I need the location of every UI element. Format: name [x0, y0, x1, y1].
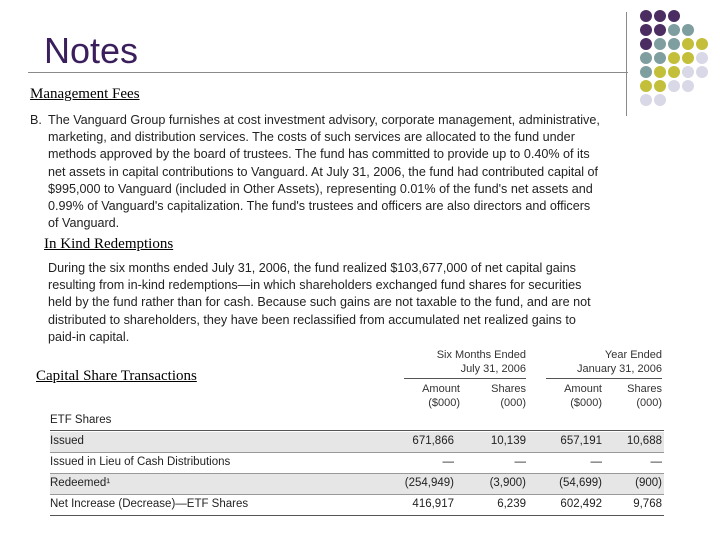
dot — [696, 66, 708, 78]
text-line: net assets in capital contributions to Vanguard. At July 31, 2006, the fund had contributed capital of — [48, 164, 599, 179]
period2-rule — [546, 378, 662, 379]
dot — [640, 94, 652, 106]
period2-line1: Year Ended — [604, 349, 662, 361]
dot — [654, 94, 666, 106]
title-underline — [28, 72, 628, 73]
vertical-divider — [626, 12, 627, 116]
page-title: Notes — [44, 30, 139, 71]
period1-line2: July 31, 2006 — [460, 363, 526, 375]
shares-six-months: 6,239 — [497, 498, 526, 510]
text-line: 0.99% of Vanguard's capitalization. The fund's trustees and officers are also directors and officers — [48, 199, 591, 214]
dot — [668, 24, 680, 36]
col-amount-unit: ($000) — [570, 397, 602, 409]
table-row — [50, 432, 664, 452]
dot — [640, 52, 652, 64]
col-shares-label: Shares — [627, 383, 662, 395]
col-amount-2 — [546, 382, 602, 410]
col-shares-unit: (000) — [500, 397, 526, 409]
text-line: marketing, and distribution services. The costs of such services are allocated to the fund under — [48, 130, 575, 145]
dot — [682, 24, 694, 36]
table-title: ETF Shares — [50, 414, 112, 426]
col-amount-unit: ($000) — [428, 397, 460, 409]
text-line: paid-in capital. — [48, 329, 130, 344]
amount-six-months: (254,949) — [404, 477, 454, 489]
dot — [696, 52, 708, 64]
text-line: methods approved by the board of trustees. The fund has committed to provide up to 0.40% of its — [48, 147, 590, 162]
dot — [668, 80, 680, 92]
text-line: held by the fund rather than for cash. Because such gains are not taxable to the fund, and are not — [48, 295, 591, 310]
amount-six-months: — — [442, 456, 454, 468]
capital-share-transactions-heading: Capital Share Transactions — [36, 368, 197, 384]
dot — [696, 38, 708, 50]
table-row — [50, 495, 664, 515]
col-amount-label: Amount — [422, 383, 460, 395]
dot — [654, 38, 666, 50]
dot — [654, 24, 666, 36]
amount-six-months: 671,866 — [412, 435, 454, 447]
col-amount-label: Amount — [564, 383, 602, 395]
period1-header — [404, 348, 526, 376]
dot — [682, 80, 694, 92]
management-fees-heading: Management Fees — [30, 86, 140, 102]
dot — [682, 66, 694, 78]
dot — [668, 10, 680, 22]
period1-rule — [404, 378, 526, 379]
period2-header — [546, 348, 662, 376]
shares-year: 9,768 — [633, 498, 662, 510]
dot — [654, 10, 666, 22]
dot — [668, 52, 680, 64]
decorative-dot-grid — [640, 10, 720, 110]
col-shares-2 — [606, 382, 662, 410]
shares-year: 10,688 — [626, 435, 662, 447]
shares-year: — — [650, 456, 662, 468]
amount-year: — — [590, 456, 602, 468]
table-rule — [50, 430, 664, 431]
table-row — [50, 474, 664, 494]
shares-six-months: 10,139 — [490, 435, 526, 447]
dot — [668, 38, 680, 50]
amount-year: 657,191 — [560, 435, 602, 447]
dot — [640, 66, 652, 78]
amount-year: 602,492 — [560, 498, 602, 510]
in-kind-redemptions-text — [48, 260, 668, 346]
note-label: B. — [30, 113, 42, 127]
text-line: $995,000 to Vanguard (included in Other Assets), representing 0.01% of the fund's net assets and — [48, 181, 593, 196]
col-shares-label: Shares — [491, 383, 526, 395]
row-label: Issued — [50, 435, 84, 447]
dot — [654, 52, 666, 64]
text-line: During the six months ended July 31, 2006, the fund realized $103,677,000 of net capital gains — [48, 261, 576, 275]
in-kind-redemptions-heading: In Kind Redemptions — [44, 236, 174, 252]
dot — [668, 66, 680, 78]
shares-six-months: — — [514, 456, 526, 468]
row-label: Net Increase (Decrease)—ETF Shares — [50, 498, 249, 510]
amount-six-months: 416,917 — [412, 498, 454, 510]
dot — [654, 66, 666, 78]
text-line: distributed to shareholders, they have been reclassified from accumulated net realized gains to — [48, 312, 576, 327]
col-shares-1 — [470, 382, 526, 410]
etf-shares-title-row — [50, 411, 664, 431]
dot — [654, 80, 666, 92]
row-label: Issued in Lieu of Cash Distributions — [50, 456, 231, 468]
dot — [640, 38, 652, 50]
dot — [640, 24, 652, 36]
table-bottom-rule — [50, 515, 664, 516]
dot — [682, 38, 694, 50]
row-label: Redeemed¹ — [50, 477, 111, 489]
text-line: The Vanguard Group furnishes at cost investment advisory, corporate management, administrative, — [48, 113, 600, 127]
management-fees-text — [48, 112, 668, 232]
dot — [640, 80, 652, 92]
amount-year: (54,699) — [559, 477, 602, 489]
shares-six-months: (3,900) — [489, 477, 526, 489]
dot — [640, 10, 652, 22]
col-shares-unit: (000) — [636, 397, 662, 409]
dot — [682, 52, 694, 64]
period2-line2: January 31, 2006 — [576, 363, 662, 375]
period1-line1: Six Months Ended — [436, 349, 526, 361]
text-line: resulting from in-kind redemptions—in which shareholders exchanged fund shares for securities — [48, 278, 582, 293]
col-amount-1 — [404, 382, 460, 410]
shares-year: (900) — [635, 477, 662, 489]
table-row — [50, 453, 664, 473]
text-line: of Vanguard. — [48, 216, 120, 231]
